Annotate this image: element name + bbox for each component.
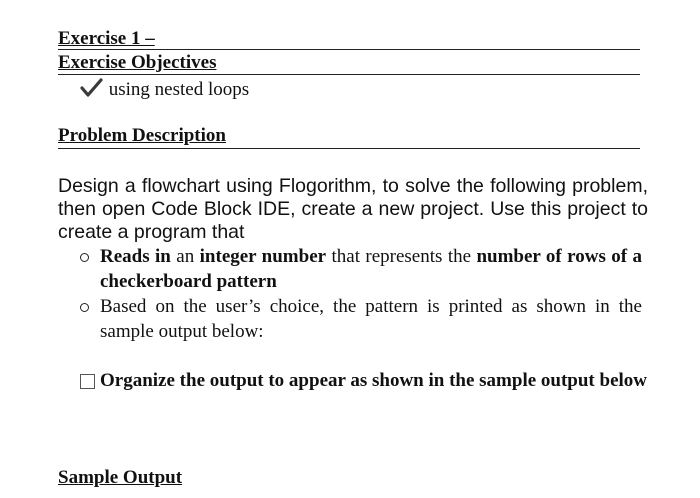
exercise-title: Exercise 1 – xyxy=(58,28,155,49)
organize-output-text: Organize the output to appear as shown in the sample output below xyxy=(100,370,648,391)
problem-heading: Problem Description xyxy=(58,125,226,146)
problem-intro-text: Design a flowchart using Flogorithm, to solve the following problem, then open Code Block IDE, create a new project. Use this project to create a program that xyxy=(58,175,648,243)
bullet-marker xyxy=(80,303,89,312)
bullet1-bold-rows: number of rows of a checkerboard pattern xyxy=(100,246,642,292)
divider-line xyxy=(58,74,640,75)
checkmark-icon xyxy=(80,78,104,98)
bullet1-text: an xyxy=(170,246,200,267)
bullet-reads-input xyxy=(100,244,642,294)
divider-line xyxy=(58,148,640,149)
sample-output-heading: Sample Output xyxy=(58,467,183,488)
objective-item xyxy=(80,78,249,101)
bullet-marker xyxy=(80,253,89,262)
checkbox-icon xyxy=(80,374,95,389)
divider-line xyxy=(58,49,640,50)
bullet1-bold-reads: Reads in xyxy=(100,246,171,267)
bullet1-bold-integer: integer number xyxy=(199,246,327,267)
objective-item-label: using nested loops xyxy=(108,79,250,100)
bullet-pattern-choice: Based on the user’s choice, the pattern is printed as shown in the sample output below: xyxy=(100,296,642,342)
objectives-heading: Exercise Objectives xyxy=(58,52,217,73)
bullet1-text: that represents the xyxy=(326,246,477,267)
